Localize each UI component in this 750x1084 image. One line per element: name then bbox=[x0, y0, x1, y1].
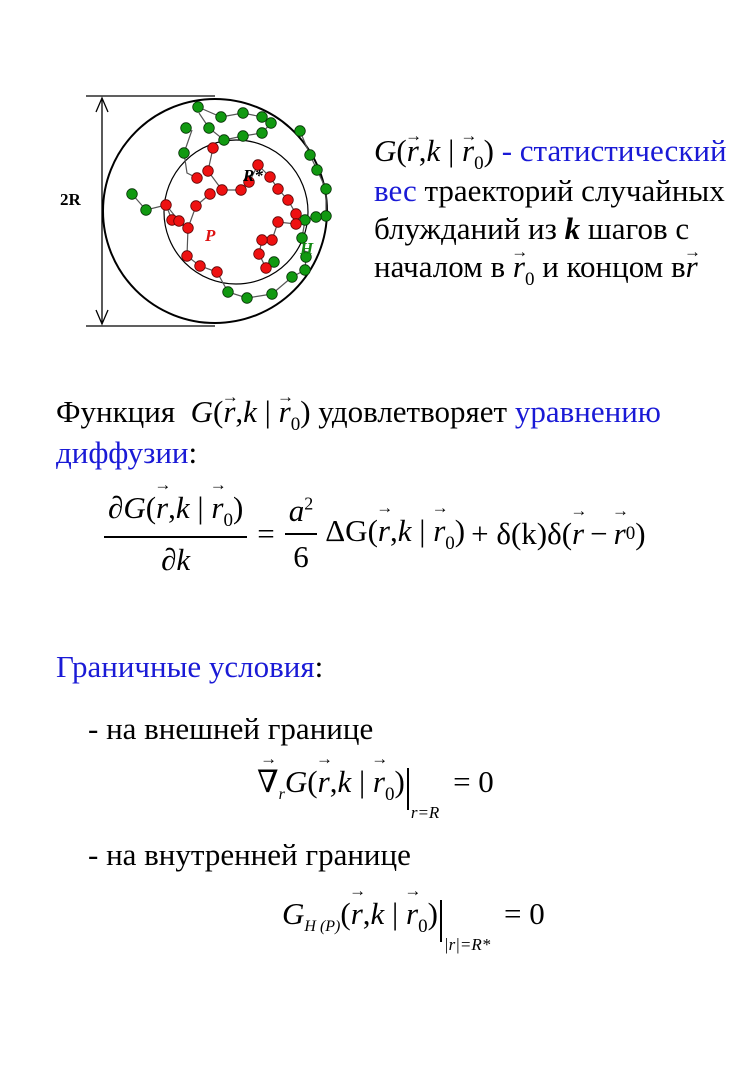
diffusion-equation: $\frac{\partial G(\to r,k | \to r_0)}{\partial k}$ = $\frac{a^2}{6}$ ΔG(→ r,k | → $r_0$) + δ(k)δ( → r − → r 0 ) bbox=[104, 490, 646, 578]
intro-blue-word: вес bbox=[374, 173, 417, 208]
outer-boundary-label: - на внешней границе bbox=[88, 711, 374, 746]
intro-line-4: началом $в \to r_0$ и концом в→ r bbox=[374, 250, 698, 297]
intro-k-letter: k bbox=[564, 211, 581, 246]
statement-colon: : bbox=[188, 435, 198, 470]
outer-boundary-equation: → $\nabla_rG(\to r,k$ | → $r_0)_{r=R} = 0$ bbox=[257, 764, 494, 823]
word-diffusion: диффузии bbox=[56, 435, 189, 470]
word-satisfies: удовлетворяет bbox=[318, 394, 508, 429]
intro-line-3 bbox=[374, 212, 689, 246]
label-2R: 2R bbox=[60, 190, 81, 209]
lhs-fraction: $\frac{\partial G(\to r,k | \to r_0)}{\partial k}$ bbox=[104, 490, 247, 578]
red-beads bbox=[161, 143, 302, 278]
func-symbol: G bbox=[374, 133, 397, 168]
inner-boundary-equation: $G_{H (P)}(\to r,k$ | → $r_0)_{|r|=R*} = 0$ bbox=[282, 896, 545, 955]
boundary-title: Граничные условия: bbox=[56, 649, 324, 684]
statement-func-symbol: G bbox=[190, 394, 213, 429]
coefficient-fraction: $\frac{a^2}{6}$ bbox=[285, 493, 318, 575]
intro-line3-mid: и концом в bbox=[542, 249, 686, 284]
intro-line2-pre: блужданий из bbox=[374, 211, 557, 246]
statement-line-2 bbox=[56, 436, 197, 470]
boundary-title-text: Граничные условия bbox=[56, 649, 315, 684]
intro-line2-post: шагов с bbox=[587, 211, 690, 246]
word-function: Функция bbox=[56, 394, 176, 429]
intro-line3-pre: началом в bbox=[374, 249, 506, 284]
label-R-star: R* bbox=[243, 166, 263, 185]
word-equation: уравнению bbox=[514, 394, 661, 429]
statement-line-1: Функция G(→ r,k | → $r_0$) удовлетворяет уравнению bbox=[56, 395, 661, 442]
intro-line-2 bbox=[374, 174, 725, 208]
intro-dash-text: - статистический bbox=[501, 133, 727, 168]
label-P: P bbox=[205, 226, 216, 245]
intro-line-1: G(→ r,k | → $r_0$) - статистический bbox=[374, 134, 727, 181]
inner-boundary-label: - на внутренней границе bbox=[88, 837, 411, 872]
green-beads bbox=[127, 102, 332, 304]
intro-line1-rest: траекторий случайных bbox=[424, 173, 725, 208]
label-H: H bbox=[300, 239, 314, 258]
random-walk-diagram bbox=[0, 0, 360, 340]
